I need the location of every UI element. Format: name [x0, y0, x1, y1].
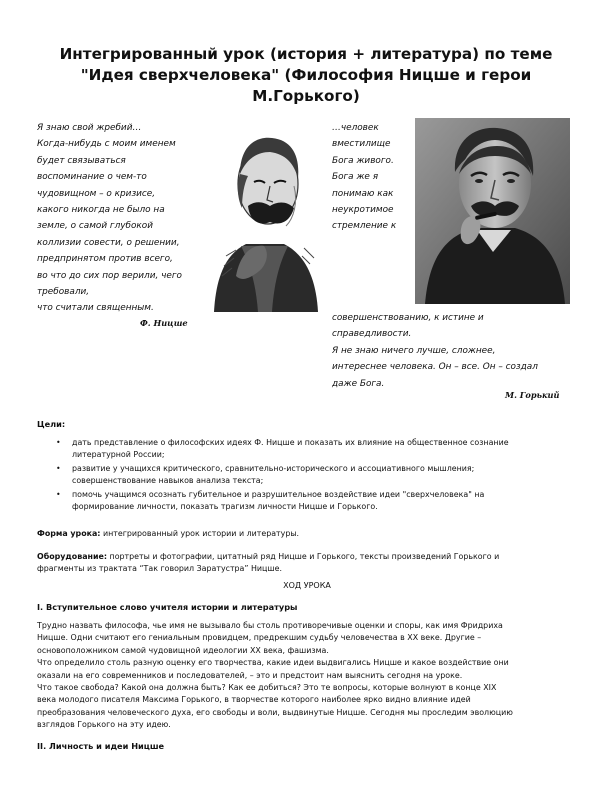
- quote-line: будет связываться: [37, 155, 126, 166]
- body-line: Ницше. Одни считают его гениальным провидцем, предрекшим судьбу человечества в XX веке. Другие –: [37, 633, 482, 643]
- body-line: века молодого писателя Максима Горького, в творчестве которого наиболее ярко видно влияние идей: [37, 695, 471, 705]
- equipment: [37, 551, 577, 576]
- goal-text-line: совершенствование навыков анализа текста;: [72, 476, 264, 486]
- section-1-body: [37, 620, 577, 732]
- quote-line: Бога же я: [332, 172, 379, 183]
- quote-line: неукротимое: [332, 205, 394, 216]
- nietzsche-signature: Ф. Ницше: [140, 318, 188, 328]
- body-line: Что определило столь разную оценку его творчества, какие идеи выдвигались Ницше и какое воздействие они: [37, 658, 509, 668]
- list-item: [52, 463, 567, 488]
- quote-line: вместилище: [332, 139, 391, 150]
- section-1-heading: I. Вступительное слово учителя истории и литературы: [37, 602, 298, 612]
- goals-heading: Цели:: [37, 419, 66, 429]
- quote-line: Я знаю свой жребий…: [37, 123, 142, 133]
- gorky-portrait: [415, 118, 570, 304]
- quote-line: требовали,: [37, 287, 90, 298]
- body-line: Что такое свобода? Какой она должна быть? Как ее добиться? Это те вопросы, которые волнуют в конце XIX: [37, 683, 497, 693]
- goal-text-line: развитие у учащихся критического, сравнительно-исторического и ассоциативного мышления;: [72, 463, 475, 473]
- quote-line: справедливости.: [332, 329, 412, 340]
- bullet: •: [56, 438, 61, 447]
- list-item: [52, 437, 567, 462]
- quote-line: чудовищном – о кризисе,: [37, 188, 156, 199]
- quote-line: какого никогда не было на: [37, 205, 165, 216]
- quote-line: даже Бога.: [332, 378, 385, 389]
- bullet: •: [56, 463, 61, 473]
- quote-line: во что до сих пор верили, чего: [37, 270, 182, 281]
- quote-line: интереснее человека. Он – все. Он – создал: [332, 362, 538, 373]
- title-line-3: М.Горького): [252, 87, 360, 105]
- goal-text-line: литературной России;: [72, 450, 165, 460]
- lesson-form-label: Форма урока:: [37, 529, 101, 538]
- gorky-signature: М. Горький: [505, 390, 560, 400]
- goal-text-line: дать представление о философских идеях Ф. Ницше и показать их влияние на общественное сознание: [72, 438, 509, 447]
- goal-text-line: помочь учащимся осознать губительное и разрушительное воздействие идеи "сверхчеловека" на: [72, 489, 485, 499]
- quote-line: Бога живого.: [332, 155, 394, 166]
- body-line: оказали на его современников и последователей, – это и предстоит нам выяснить сегодня на уроке.: [37, 670, 463, 680]
- nietzsche-quote: [37, 120, 207, 317]
- quote-line: стремление к: [332, 221, 397, 232]
- goal-text-line: формирование личности, показать трагизм личности Ницше и Горького.: [72, 502, 378, 512]
- quote-line: что считали священным.: [37, 303, 154, 314]
- quote-line: предпринятом против всего,: [37, 254, 173, 265]
- document-title: [20, 44, 592, 107]
- equipment-text-2: фрагменты из трактата “Так говорил Заратустра” Ницше.: [37, 564, 282, 574]
- title-line-1: Интегрированный урок (история + литература) по теме: [59, 45, 553, 63]
- equipment-text-1: портреты и фотографии, цитатный ряд Ницше и Горького, тексты произведений Горького и: [107, 552, 500, 561]
- quote-line: земле, о самой глубокой: [37, 221, 153, 232]
- body-line: Трудно назвать философа, чье имя не вызывало бы столь противоречивые оценки и споры, как имя Фридриха: [37, 621, 503, 630]
- nietzsche-portrait: [206, 126, 324, 312]
- quote-line: Когда-нибудь с моим именем: [37, 139, 176, 150]
- lesson-form-text: интегрированный урок истории и литературы.: [100, 529, 300, 538]
- quote-line: воспоминание о чем-то: [37, 172, 147, 183]
- bullet: •: [56, 489, 61, 499]
- quote-line: коллизии совести, о решении,: [37, 237, 180, 248]
- body-line: преобразования человеческого духа, его свободы и воли, выдвинутые Ницше. Сегодня мы проследим эволюцию: [37, 707, 513, 717]
- gorky-quote-right: [332, 120, 414, 235]
- body-line: взглядов Горького на эту идею.: [37, 720, 171, 730]
- quote-line: совершенствованию, к истине и: [332, 313, 484, 323]
- quote-line: …человек: [332, 123, 379, 133]
- quote-line: Я не знаю ничего лучше, сложнее,: [332, 345, 496, 356]
- title-line-2: "Идея сверхчеловека" (Философия Ницше и герои: [80, 66, 532, 84]
- course-heading: ХОД УРОКА: [283, 581, 331, 590]
- section-2-heading: II. Личность и идеи Ницше: [37, 741, 165, 751]
- body-line: основоположником самой чудовищной идеологии XX века, фашизма.: [37, 645, 329, 655]
- quote-line: понимаю как: [332, 188, 394, 199]
- goals-list: [52, 437, 567, 514]
- equipment-label: Оборудование:: [37, 552, 108, 561]
- lesson-form: [37, 528, 577, 540]
- gorky-quote-bottom: [332, 310, 582, 392]
- list-item: [52, 489, 567, 514]
